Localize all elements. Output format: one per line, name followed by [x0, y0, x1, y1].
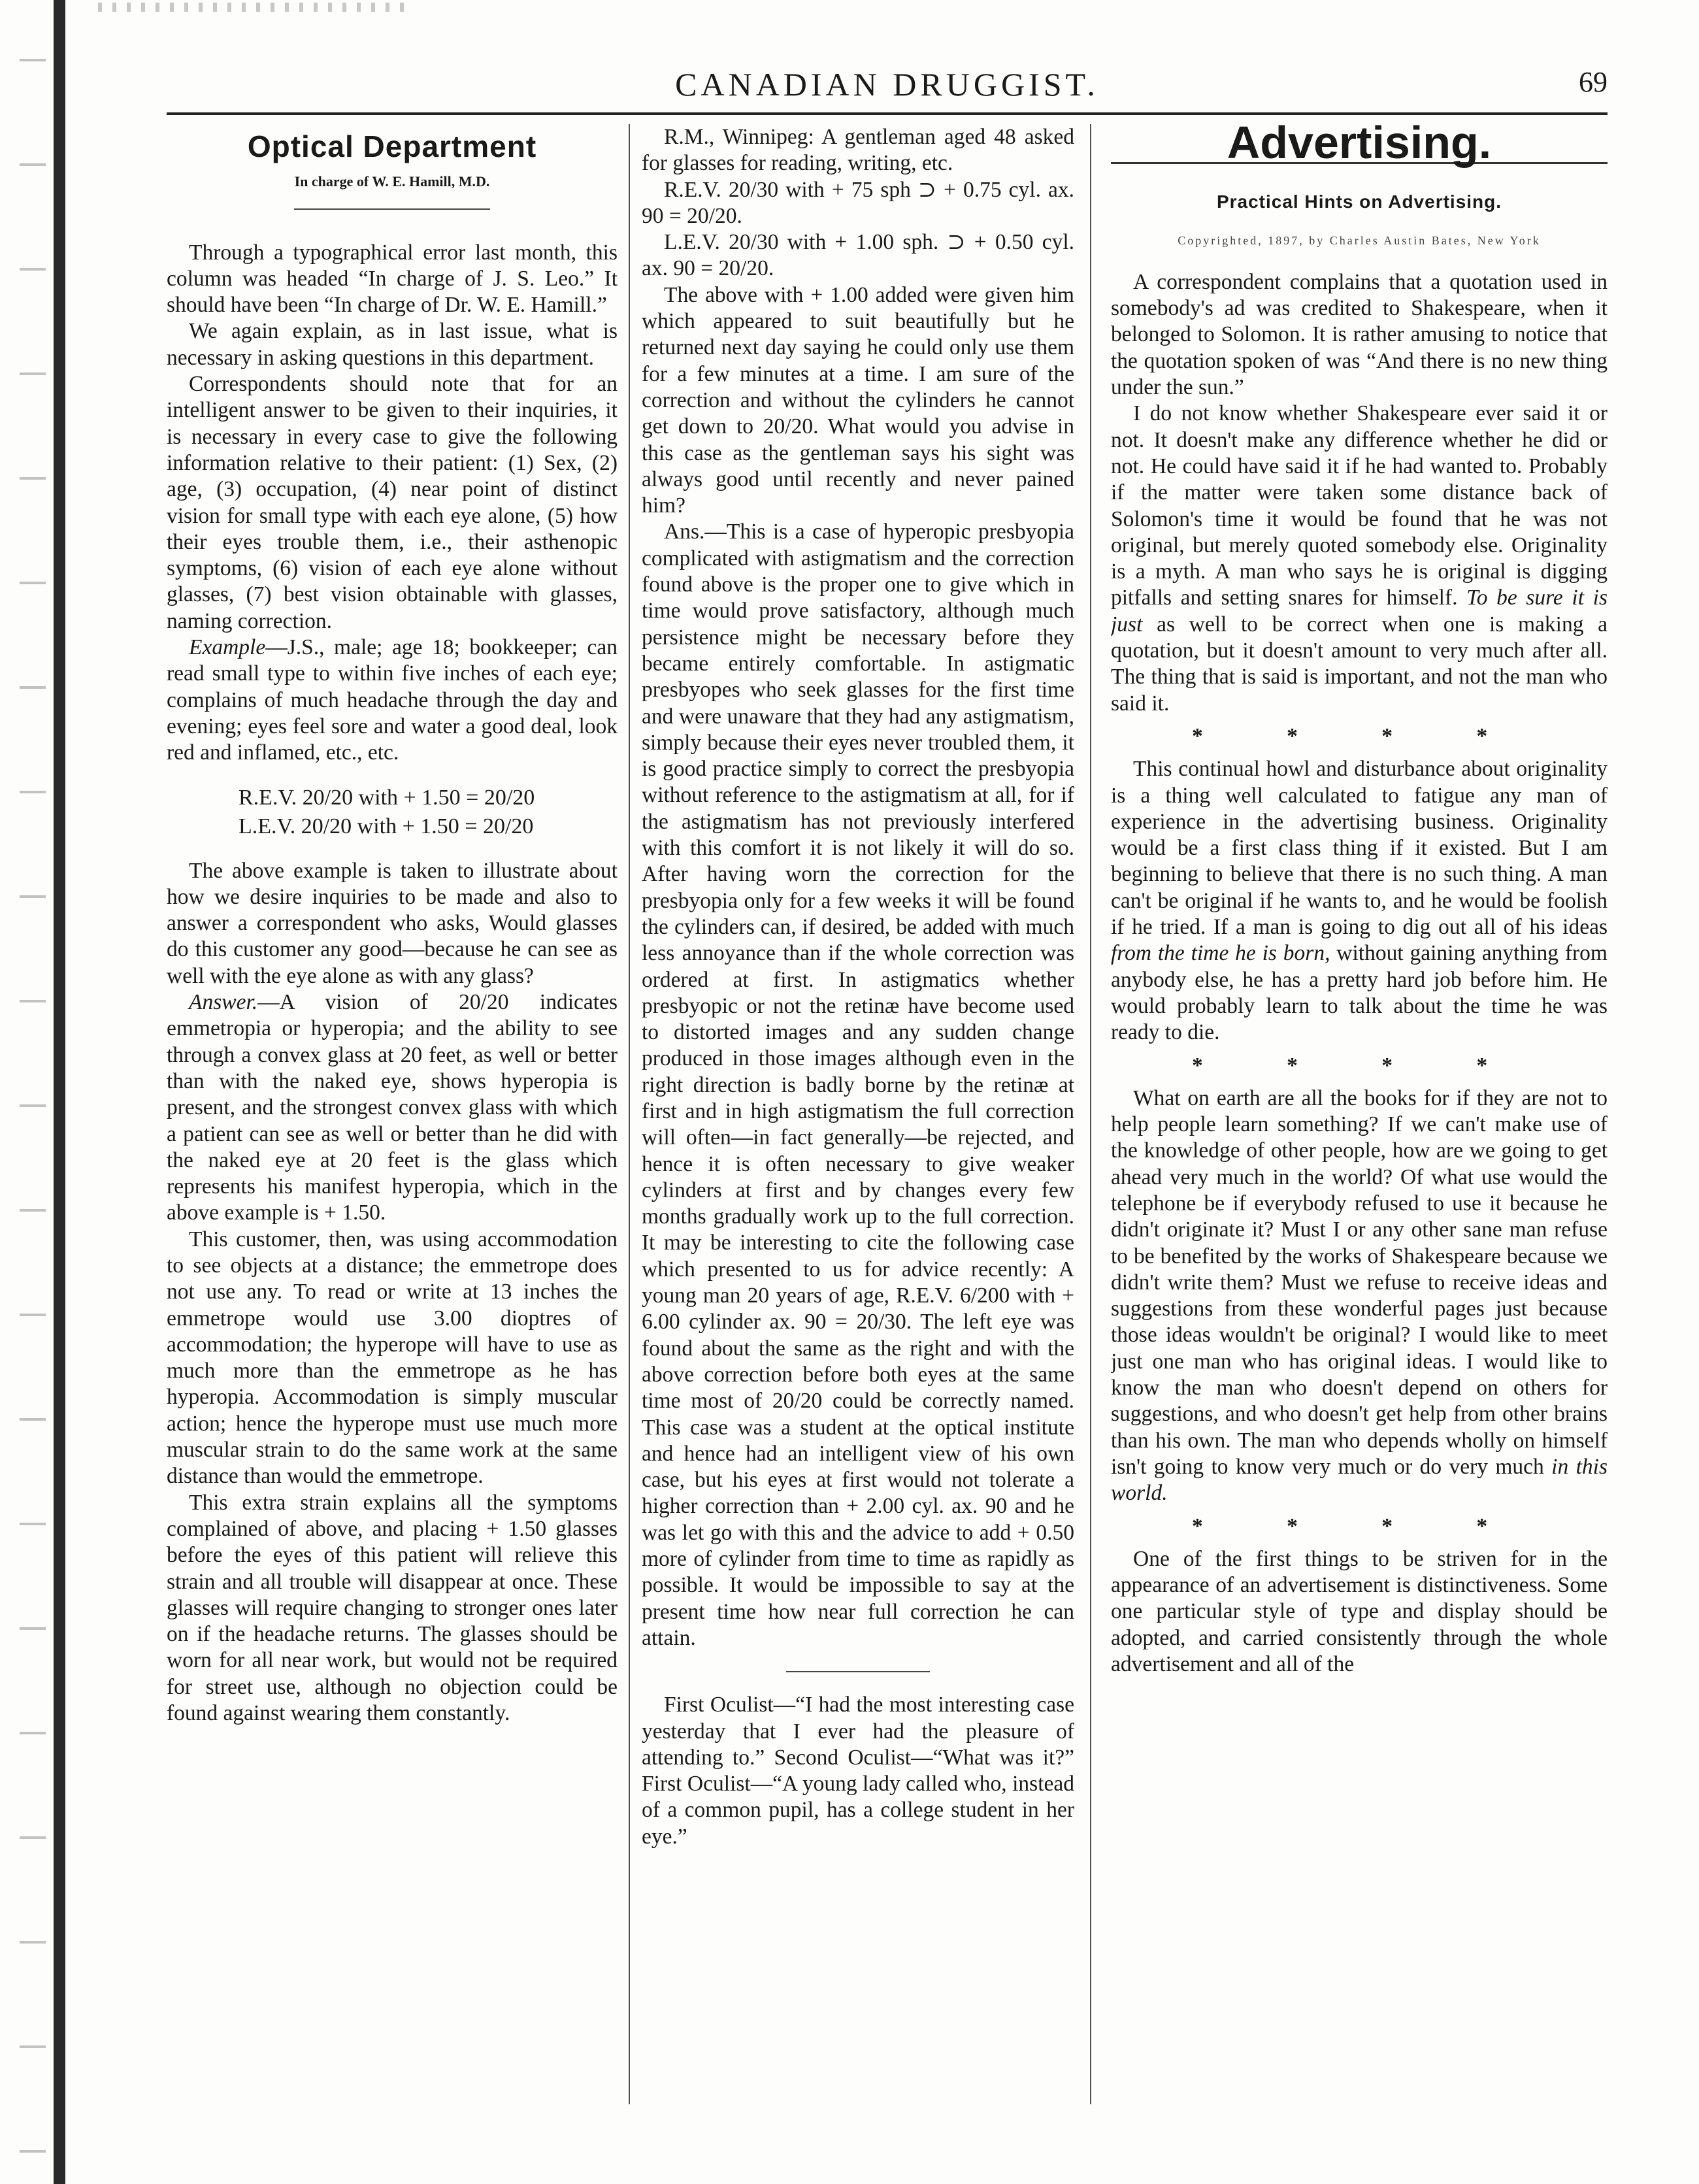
example-label: Example	[189, 635, 266, 660]
section-subtitle: Practical Hints on Advertising.	[1216, 191, 1502, 212]
answer-label: Ans.	[664, 520, 705, 544]
column-rule	[629, 124, 630, 2104]
paragraph: Through a typographical error last month, this column was headed “In charge of J. S. Leo.” It should have been “In charge of Dr. W. E. Hamill.”	[167, 240, 618, 318]
binding-edge	[54, 0, 65, 2184]
scan-specks-top	[98, 3, 412, 12]
section-byline: In charge of W. E. Hamill, M.D.	[294, 173, 490, 190]
text-run: This continual howl and disturbance about originality is a thing well calculated to fatigue any man of experience in the advertising business. Originality would be a first class thing if it existed. But I am beginning to believe that there is no such thing. A man can't be original if he wants to, and he would be foolish if he tried. If a man is going to dig out all of his ideas	[1111, 757, 1608, 940]
paragraph: The above example is taken to illustrate about how we desire inquiries to be made and also to answer a correspondent who asks, Would glasses do this customer any good—because he can see as well with the eye alone as with any glass?	[167, 858, 618, 988]
paragraph: Correspondents should note that for an intelligent answer to be given to their inquiries, it is necessary in every case to give the following information relative to their patient: (1) Sex, (2) age, (3) occupation, (4) near point of distinct vision for small type with each eye alone, (5) how their eyes trouble them, i.e., their asthenopic symptoms, (6) vision of each eye alone without glasses, (7) best vision obtainable with glasses, naming correction.	[167, 372, 618, 633]
page-number: 69	[1579, 66, 1608, 98]
paragraph	[1111, 756, 1608, 1046]
text-run: without gaining anything from anybody else, he has a pretty hard job before him. He would probably learn to talk about the time he was ready to die.	[1111, 941, 1608, 1045]
running-head: CANADIAN DRUGGIST.	[675, 66, 1099, 103]
text-run: What on earth are all the books for if they are not to help people learn something? If we can't make use of the knowledge of other people, how are we going to get ahead very much in the world? Of what use would the telephone be if everybody refused to use it because he didn't originate it? Must I or any other sane man refuse to be benefited by the works of Shakespeare because we didn't write them? Must we refuse to receive ideas and suggestions from these wonderful pages just because those ideas wouldn't be original? I would like to meet just one man who has original ideas. I would like to know the man who doesn't depend on others for suggestions, and who doesn't get help from other brains than his own. The man who depends wholly on himself isn't going to know very much or do very much	[1111, 1085, 1608, 1479]
equation: L.E.V. 20/20 with + 1.50 = 20/20	[239, 814, 534, 838]
column-rule	[1090, 124, 1091, 2104]
example-paragraph	[167, 635, 618, 766]
answer-paragraph	[167, 989, 618, 1227]
text-run: as well to be correct when one is making a quotation, but it doesn't amount to very much after all. The thing that is said is important, and not the man who said it.	[1111, 612, 1608, 716]
optical-department-column	[167, 124, 618, 2106]
prescription-right: R.E.V. 20/30 with + 75 sph ⊃ + 0.75 cyl. ax. 90 = 20/20.	[642, 177, 1074, 228]
answer-paragraph	[642, 519, 1074, 1651]
section-stars: * * * *	[1191, 1514, 1527, 1538]
paragraph	[1111, 401, 1608, 717]
italic-run: in this world.	[1111, 1454, 1608, 1506]
equation: R.E.V. 20/20 with + 1.50 = 20/20	[239, 785, 535, 810]
divider	[294, 208, 490, 210]
query-column	[642, 124, 1074, 2106]
query-paragraph: R.M., Winnipeg: A gentleman aged 48 asked for glasses for reading, writing, etc.	[642, 125, 1074, 176]
italic-run: from the time he is born,	[1111, 941, 1330, 966]
copyright-line: Copyrighted, 1897, by Charles Austin Bates, New York	[1178, 233, 1541, 247]
paragraph: We again explain, as in last issue, what is necessary in asking questions in this department.	[167, 319, 618, 370]
paragraph: The above with + 1.00 added were given him which appeared to suit beautifully but he returned next day saying he could only use them for a few minutes at a time. I am sure of the correction and without the cylinders he cannot get down to 20/20. What would you advise in this case as the gentleman says his sight was always good until recently and never pained him?	[642, 282, 1074, 518]
prescription-left: L.E.V. 20/30 with + 1.00 sph. ⊃ + 0.50 cyl. ax. 90 = 20/20.	[642, 230, 1074, 281]
joke-paragraph: First Oculist—“I had the most interesting case yesterday that I ever had the pleasure of attending to.” Second Oculist—“What was it?” First Oculist—“A young lady called who, instead of a common pupil, has a college student in her eye.”	[642, 1693, 1074, 1849]
section-title: Advertising.	[1227, 124, 1492, 168]
advertising-column	[1111, 124, 1608, 2106]
paragraph	[1111, 1085, 1608, 1507]
answer-text: —A vision of 20/20 indicates emmetropia or hyperopia; and the ability to see through a convex glass at 20 feet, as well or better than with the naked eye, shows hyperopia is present, and the strongest convex glass with which a patient can see as well or better than he did with the naked eye at 20 feet is the glass which represents his manifest hyperopia, which in the above example is + 1.50.	[167, 990, 618, 1225]
section-title: Optical Department	[247, 129, 537, 163]
italic-run: To be sure it is just	[1111, 586, 1608, 637]
paragraph: One of the first things to be striven for in the appearance of an advertisement is distinctiveness. Some one particular style of type and display should be adopted, and carried consistently through the whole advertisement and all of the	[1111, 1546, 1608, 1677]
divider	[786, 1671, 930, 1672]
scan-specks	[20, 0, 46, 2184]
paragraph: A correspondent complains that a quotation used in somebody's ad was credited to Shakespeare, when it belonged to Solomon. It is rather amusing to notice that the quotation spoken of was “And there is no new thing under the sun.”	[1111, 269, 1608, 400]
page-header	[167, 65, 1608, 118]
text-run: I do not know whether Shakespeare ever said it or not. It doesn't make any difference whether he did or not. He could have said it if he had wanted to. Probably if the matter were taken some distance back of Solomon's time it would be found that he was not original, but merely quoted somebody else. Originality is a myth. A man who says he is original is digging pitfalls and setting snares for himself.	[1111, 401, 1608, 610]
section-stars: * * * *	[1191, 1053, 1527, 1078]
answer-text: —This is a case of hyperopic presbyopia complicated with astigmatism and the correction found above is the proper one to give which in time would prove satisfactory, although much persistence might be necessary before they became entirely comfortable. In astigmatic presbyopes who seek glasses for the first time and were unaware that they had any astigmatism, simply because their eyes never troubled them, it is good practice simply to correct the presbyopia without reference to the astigmatism at all, for if the astigmatism has not previously interfered with this comfort it is not likely it will do so. After having worn the correction for the presbyopia only for a few weeks it will be found the cylinders can, if desired, be added with much less annoyance than if the whole correction was ordered at first. In astigmatics whether presbyopic or not the retinæ have become used to distorted images and any sudden change produced in those images although even in the right direction is badly borne by the retinæ at first and in high astigmatism the full correction will often—in fact generally—be rejected, and hence it is often necessary to give weaker cylinders at first and by changes every few months gradually work up to the full correction. It may be interesting to cite the following case which presented to us for advice recently: A young man 20 years of age, R.E.V. 6/200 with + 6.00 cylinder ax. 90 = 20/30. The left eye was found about the same as the right and with the above correction before both eyes at the same time most of 20/20 could be correctly named. This case was a student at the optical institute and hence had an intelligent view of his own case, but his eyes at first would not tolerate a higher correction than + 2.00 cyl. ax. 90 and he was let go with this and the advice to add + 0.50 more of cylinder from time to time as rapidly as possible. It would be impossible to say at the present time how near full correction he can attain.	[642, 520, 1074, 1650]
answer-label: Answer.	[189, 990, 258, 1015]
header-rule	[167, 112, 1608, 115]
section-stars: * * * *	[1191, 723, 1527, 748]
example-text: —J.S., male; age 18; bookkeeper; can read small type to within five inches of each eye; complains of much headache through the day and evening; eyes feel sore and water a good deal, look red and inflamed, etc., etc.	[167, 635, 618, 765]
paragraph: This extra strain explains all the symptoms complained of above, and placing + 1.50 glasses before the eyes of this patient will relieve this strain and all trouble will disappear at once. These glasses will require changing to stronger ones later on if the headache returns. The glasses should be worn for all near work, but would not be required for street use, although no objection could be found against wearing them constantly.	[167, 1490, 618, 1726]
paragraph: This customer, then, was using accommodation to see objects at a distance; the emmetrope does not use any. To read or write at 13 inches the emmetrope would use 3.00 dioptres of accommodation; the hyperope will have to use as much more than the emmetrope as he has hyperopia. Accommodation is simply muscular action; hence the hyperope must use much more muscular strain to do the same work at the same distance than would the emmetrope.	[167, 1227, 618, 1489]
